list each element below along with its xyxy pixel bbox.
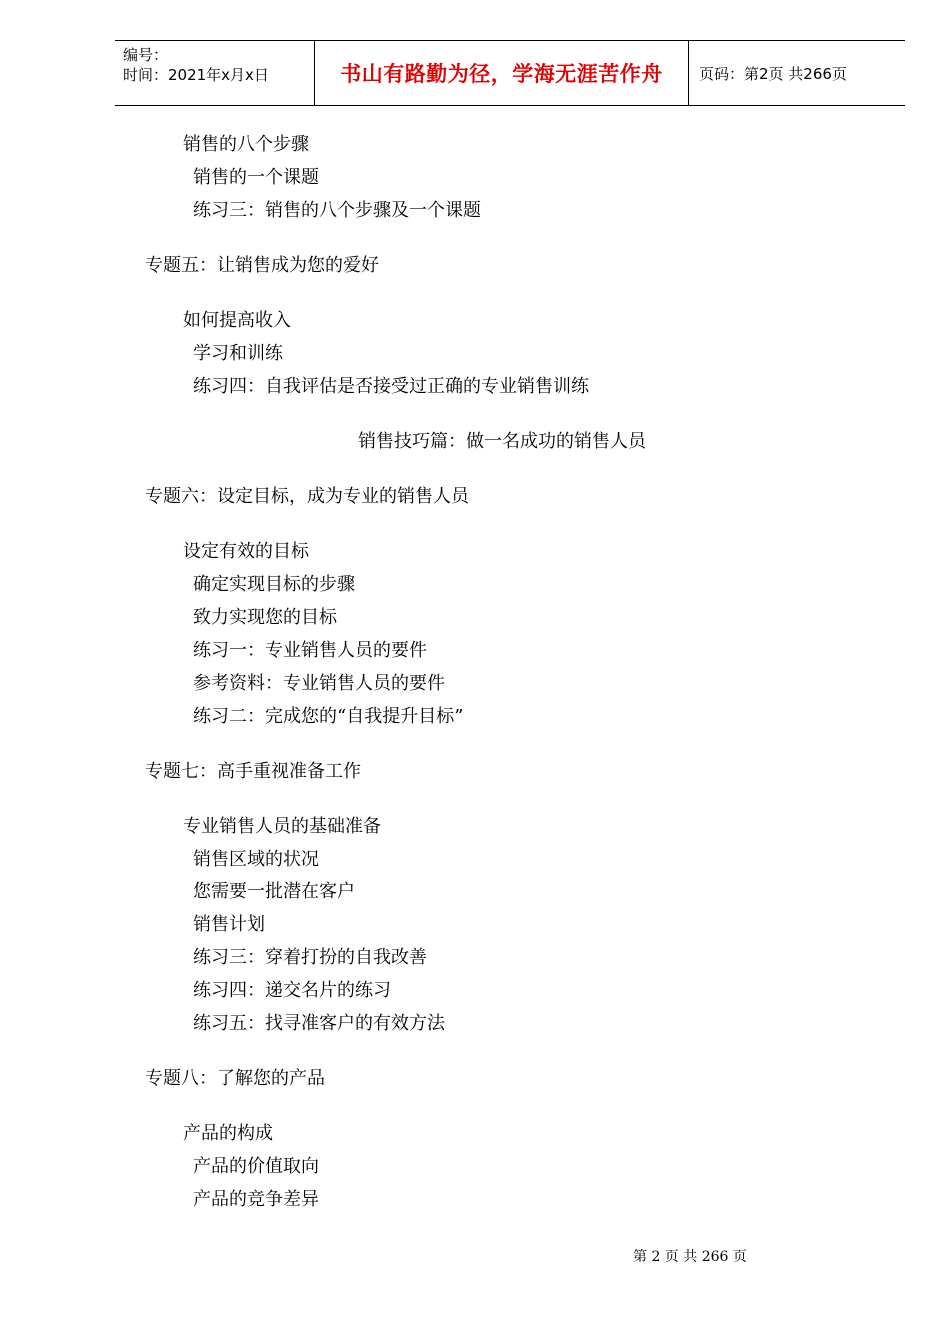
document-number-label: 编号： <box>123 46 169 64</box>
toc-line: 销售计划 <box>193 914 265 935</box>
toc-line: 确定实现目标的步骤 <box>193 574 355 595</box>
toc-topic-heading: 专题七：高手重视准备工作 <box>145 761 361 782</box>
header-motto: 书山有路勤为径，学海无涯苦作舟 <box>340 62 663 86</box>
toc-line: 学习和训练 <box>193 343 283 364</box>
toc-line: 练习二：完成您的“自我提升目标” <box>193 706 464 727</box>
toc-line: 销售区域的状况 <box>193 849 319 870</box>
toc-line: 如何提高收入 <box>183 310 291 331</box>
page-footer: 第 2 页 共 266 页 <box>633 1249 747 1265</box>
toc-topic-heading: 专题八：了解您的产品 <box>145 1068 325 1089</box>
header-page-info-cell <box>689 41 905 105</box>
toc-line: 您需要一批潜在客户 <box>193 881 355 902</box>
toc-topic-heading: 专题五：让销售成为您的爱好 <box>145 255 379 276</box>
header-meta <box>115 41 315 105</box>
toc-line: 练习五：找寻准客户的有效方法 <box>193 1013 445 1034</box>
toc-line: 产品的竞争差异 <box>193 1189 319 1210</box>
toc-line: 销售的一个课题 <box>193 167 319 188</box>
document-time-label: 时间：2021年x月x日 <box>123 66 269 84</box>
toc-line: 练习三：穿着打扮的自我改善 <box>193 947 427 968</box>
toc-line: 专业销售人员的基础准备 <box>183 816 381 837</box>
toc-topic-heading: 专题六：设定目标，成为专业的销售人员 <box>145 486 469 507</box>
toc-section-heading: 销售技巧篇：做一名成功的销售人员 <box>358 431 646 452</box>
toc-line: 销售的八个步骤 <box>183 134 309 155</box>
header-motto-cell <box>315 41 689 105</box>
toc-line: 练习四：自我评估是否接受过正确的专业销售训练 <box>193 376 589 397</box>
toc-line: 练习四：递交名片的练习 <box>193 980 391 1001</box>
toc-line: 设定有效的目标 <box>183 541 309 562</box>
toc-line: 致力实现您的目标 <box>193 607 337 628</box>
header-page-info: 页码：第2页 共266页 <box>699 64 847 83</box>
toc-line: 练习三：销售的八个步骤及一个课题 <box>193 200 481 221</box>
toc-line: 产品的构成 <box>183 1123 273 1144</box>
page-header <box>115 40 905 106</box>
toc-line: 产品的价值取向 <box>193 1156 319 1177</box>
toc-line: 练习一：专业销售人员的要件 <box>193 640 427 661</box>
toc-line: 参考资料：专业销售人员的要件 <box>193 673 445 694</box>
